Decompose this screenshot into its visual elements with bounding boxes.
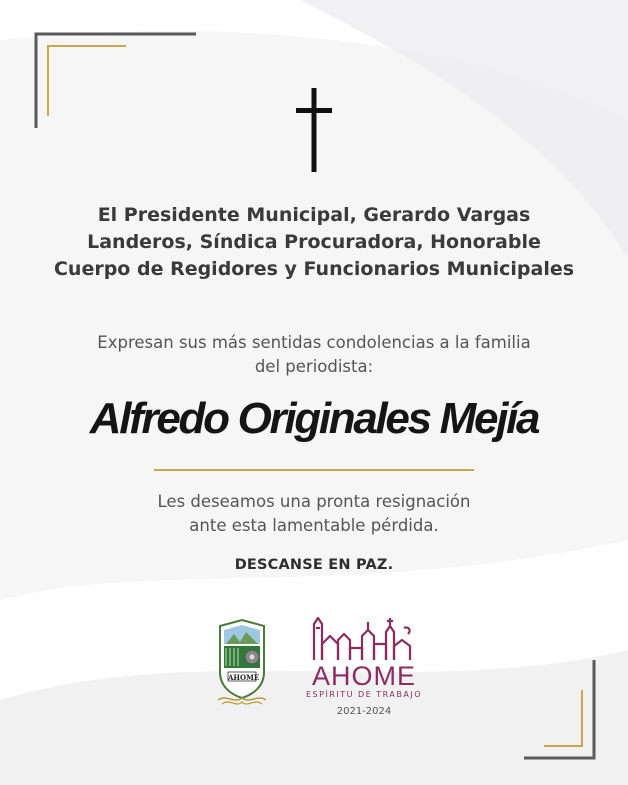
ahome-skyline-icon (308, 614, 420, 662)
frame-corner-bottom-right (524, 660, 596, 760)
condolence-text (0, 331, 628, 379)
heading-line-3: Cuerpo de Regidores y Funcionarios Municipales (53, 258, 575, 280)
heading-line-1: El Presidente Municipal, Gerardo Vargas (97, 204, 531, 226)
term-years: 2021-2024 (336, 706, 392, 717)
brand-tagline: ESPÍRITU DE TRABAJO (306, 690, 422, 699)
shield-label: AHOME (228, 673, 260, 682)
wish-line-2: ante esta lamentable pérdida. (189, 516, 439, 535)
brand-name: AHOME (311, 661, 416, 691)
condolence-line-1: Expresan sus más sentidas condolencias a la familia (97, 333, 531, 352)
gold-divider (154, 469, 474, 471)
deceased-name: Alfredo Originales Mejía (89, 394, 539, 443)
municipal-shield-icon (212, 616, 272, 710)
wish-line-1: Les deseamos una pronta resignación (157, 492, 471, 511)
closing-text: DESCANSE EN PAZ. (234, 557, 394, 573)
condolence-line-2: del periodista: (254, 357, 374, 376)
wish-text (0, 490, 628, 538)
cross-icon (296, 88, 332, 172)
frame-corner-top-left (34, 32, 198, 130)
heading (0, 202, 628, 283)
heading-line-2: Landeros, Síndica Procuradora, Honorable (87, 231, 541, 253)
